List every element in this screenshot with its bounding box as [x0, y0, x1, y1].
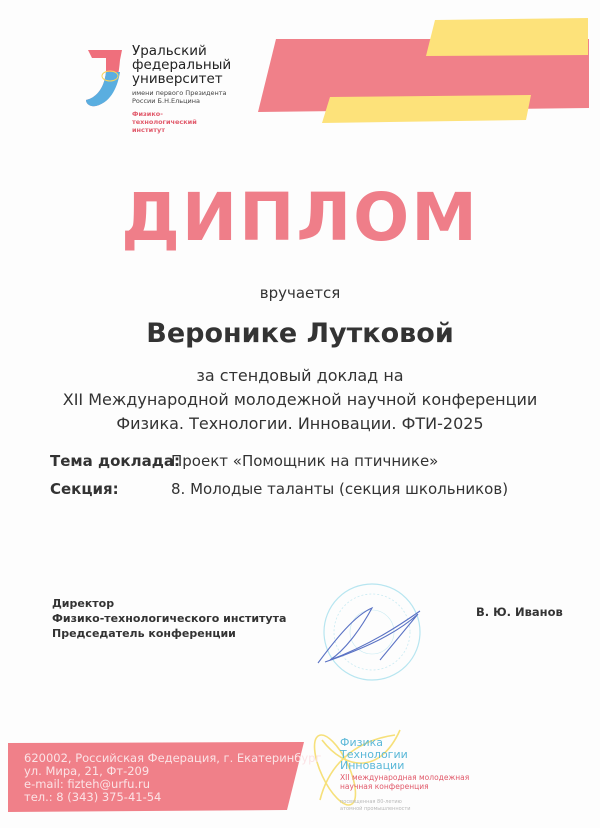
- conference-subtitle-line-2: научная конференция: [340, 781, 429, 791]
- university-name-line-2: федеральный: [132, 57, 232, 73]
- institute-line-2: технологический: [132, 118, 197, 126]
- yellow-banner-top: [426, 18, 588, 56]
- signer-name: В. Ю. Иванов: [476, 605, 563, 619]
- institute-line-3: институт: [132, 126, 165, 134]
- awarded-text: вручается: [259, 284, 341, 302]
- topic-value: Проект «Помощник на птичнике»: [171, 452, 439, 470]
- university-subtitle-line-1: имени первого Президента: [132, 89, 227, 97]
- address-line-1: 620002, Российская Федерация, г. Екатеринбург: [24, 751, 322, 765]
- email-line: e-mail: fizteh@urfu.ru: [24, 777, 151, 791]
- position-line-2: Физико-технологического института: [52, 612, 287, 625]
- university-subtitle-line-2: России Б.Н.Ельцина: [132, 97, 201, 105]
- section-value: 8. Молодые таланты (секция школьников): [171, 480, 509, 498]
- university-name-line-1: Уральский: [132, 43, 207, 59]
- signature-icon: [318, 608, 420, 663]
- position-line-3: Председатель конференции: [52, 627, 236, 640]
- recipient-name: Веронике Лутковой: [146, 318, 454, 349]
- stamp-icon: [324, 584, 420, 680]
- footer-address: [24, 752, 321, 804]
- signer-position: [52, 596, 286, 641]
- address-line-2: ул. Мира, 21, Фт-209: [24, 764, 150, 778]
- reason-line-3: Физика. Технологии. Инновации. ФТИ-2025: [116, 414, 484, 433]
- conference-logo: [340, 737, 469, 813]
- institute-line-1: Физико-: [132, 110, 163, 118]
- university-name-line-3: университет: [132, 71, 223, 87]
- position-line-1: Директор: [52, 597, 115, 610]
- conference-title-line-1: Физика: [340, 736, 384, 749]
- topic-label: Тема доклада:: [50, 452, 180, 470]
- conference-fineprint-line-2: атомной промышленности: [340, 805, 411, 812]
- diploma-title: ДИПЛОМ: [121, 179, 479, 256]
- conference-title-line-2: Технологии: [340, 747, 408, 761]
- yellow-banner-lower: [322, 95, 531, 123]
- conference-title-line-3: Инновации: [340, 759, 405, 772]
- conference-subtitle-line-1: XII международная молодежная: [340, 772, 470, 782]
- phone-line: тел.: 8 (343) 375-41-54: [24, 790, 162, 804]
- reason-line-2: XII Международной молодежной научной конференции: [62, 390, 538, 409]
- reason-line-1: за стендовый доклад на: [196, 366, 404, 385]
- section-label: Секция:: [50, 480, 119, 498]
- university-header: [132, 44, 231, 134]
- urfu-logo-icon: [86, 50, 122, 106]
- conference-fineprint-line-1: посвященная 80-летию: [340, 798, 402, 805]
